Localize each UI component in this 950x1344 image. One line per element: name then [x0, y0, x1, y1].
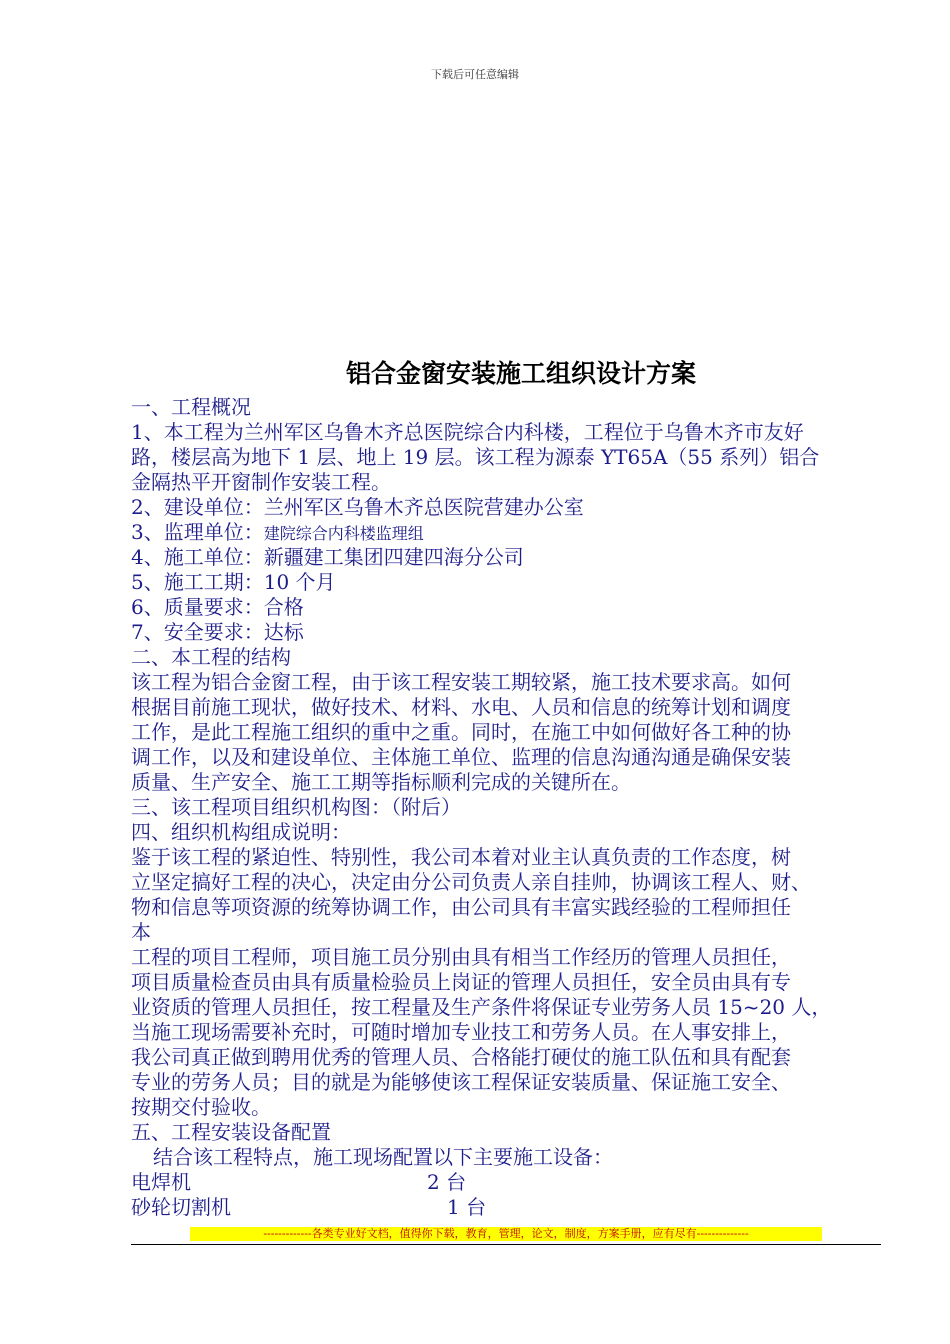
paragraph-line: 6、质量要求：合格: [131, 595, 304, 619]
paragraph-line: 质量、生产安全、施工工期等指标顺利完成的关键所在。: [131, 770, 631, 794]
paragraph-line: 路，楼层高为地下 1 层、地上 19 层。该工程为源泰 YT65A（55 系列）铝合: [131, 445, 820, 469]
equipment-qty: 2 台: [427, 1170, 467, 1194]
paragraph-line: 该工程为铝合金窗工程，由于该工程安装工期较紧，施工技术要求高。如何: [131, 670, 791, 694]
document-body: [131, 395, 901, 1220]
paragraph-line: 4、施工单位：新疆建工集团四建四海分公司: [131, 545, 524, 569]
equipment-qty: 1 台: [447, 1195, 487, 1219]
supervisor-value: 建院综合内科楼监理组: [263, 524, 424, 543]
paragraph-line: 业资质的管理人员担任，按工程量及生产条件将保证专业劳务人员 15~20 人，: [131, 995, 832, 1019]
supervisor-label: 3、监理单位：: [131, 520, 264, 544]
equipment-row: [131, 1170, 901, 1195]
paragraph-line: 立坚定搞好工程的决心，决定由分公司负责人亲自挂帅，协调该工程人、财、: [131, 870, 811, 894]
paragraph-line: 结合该工程特点，施工现场配置以下主要施工设备：: [153, 1145, 613, 1169]
paragraph-line: 金隔热平开窗制作安装工程。: [131, 470, 391, 494]
equipment-row: [131, 1195, 901, 1220]
footer-banner: -------------各类专业好文档，值得你下载，教育，管理，论文，制度，方案手册，应有尽有--------------: [190, 1227, 822, 1241]
section-heading-2: 二、本工程的结构: [131, 645, 291, 669]
section-heading-4: 四、组织机构组成说明：: [131, 820, 351, 844]
paragraph-line: 1、本工程为兰州军区乌鲁木齐总医院综合内科楼，工程位于乌鲁木齐市友好: [131, 420, 804, 444]
paragraph-line: 调工作，以及和建设单位、主体施工单位、监理的信息沟通沟通是确保安装: [131, 745, 791, 769]
paragraph-line: 7、安全要求：达标: [131, 620, 304, 644]
paragraph-line: 项目质量检查员由具有质量检验员上岗证的管理人员担任，安全员由具有专: [131, 970, 791, 994]
supervisor-line: [131, 520, 901, 545]
section-heading-3: 三、该工程项目组织机构图：（附后）: [131, 795, 461, 819]
paragraph-line: 根据目前施工现状，做好技术、材料、水电、人员和信息的统筹计划和调度: [131, 695, 791, 719]
page-header: 下载后可任意编辑: [431, 68, 519, 81]
paragraph-line: 5、施工工期：10 个月: [131, 570, 336, 594]
paragraph-line: 鉴于该工程的紧迫性、特别性，我公司本着对业主认真负责的工作态度，树: [131, 845, 791, 869]
paragraph-line: 物和信息等项资源的统筹协调工作，由公司具有丰富实践经验的工程师担任: [131, 895, 791, 919]
footer-divider: [131, 1244, 881, 1245]
equipment-name: 砂轮切割机: [131, 1195, 231, 1219]
paragraph-line: 工程的项目工程师，项目施工员分别由具有相当工作经历的管理人员担任，: [131, 945, 791, 969]
paragraph-line: 按期交付验收。: [131, 1095, 271, 1119]
paragraph-line: 专业的劳务人员；目的就是为能够使该工程保证安装质量、保证施工安全、: [131, 1070, 791, 1094]
equipment-name: 电焊机: [131, 1170, 191, 1194]
paragraph-line: 我公司真正做到聘用优秀的管理人员、合格能打硬仗的施工队伍和具有配套: [131, 1045, 791, 1069]
section-heading-5: 五、工程安装设备配置: [131, 1120, 331, 1144]
section-heading-1: 一、工程概况: [131, 395, 251, 419]
paragraph-line: 本: [131, 920, 151, 944]
document-title: 铝合金窗安装施工组织设计方案: [346, 359, 697, 388]
paragraph-line: 2、建设单位：兰州军区乌鲁木齐总医院营建办公室: [131, 495, 584, 519]
paragraph-line: 工作，是此工程施工组织的重中之重。同时，在施工中如何做好各工种的协: [131, 720, 791, 744]
paragraph-line: 当施工现场需要补充时，可随时增加专业技工和劳务人员。在人事安排上，: [131, 1020, 791, 1044]
